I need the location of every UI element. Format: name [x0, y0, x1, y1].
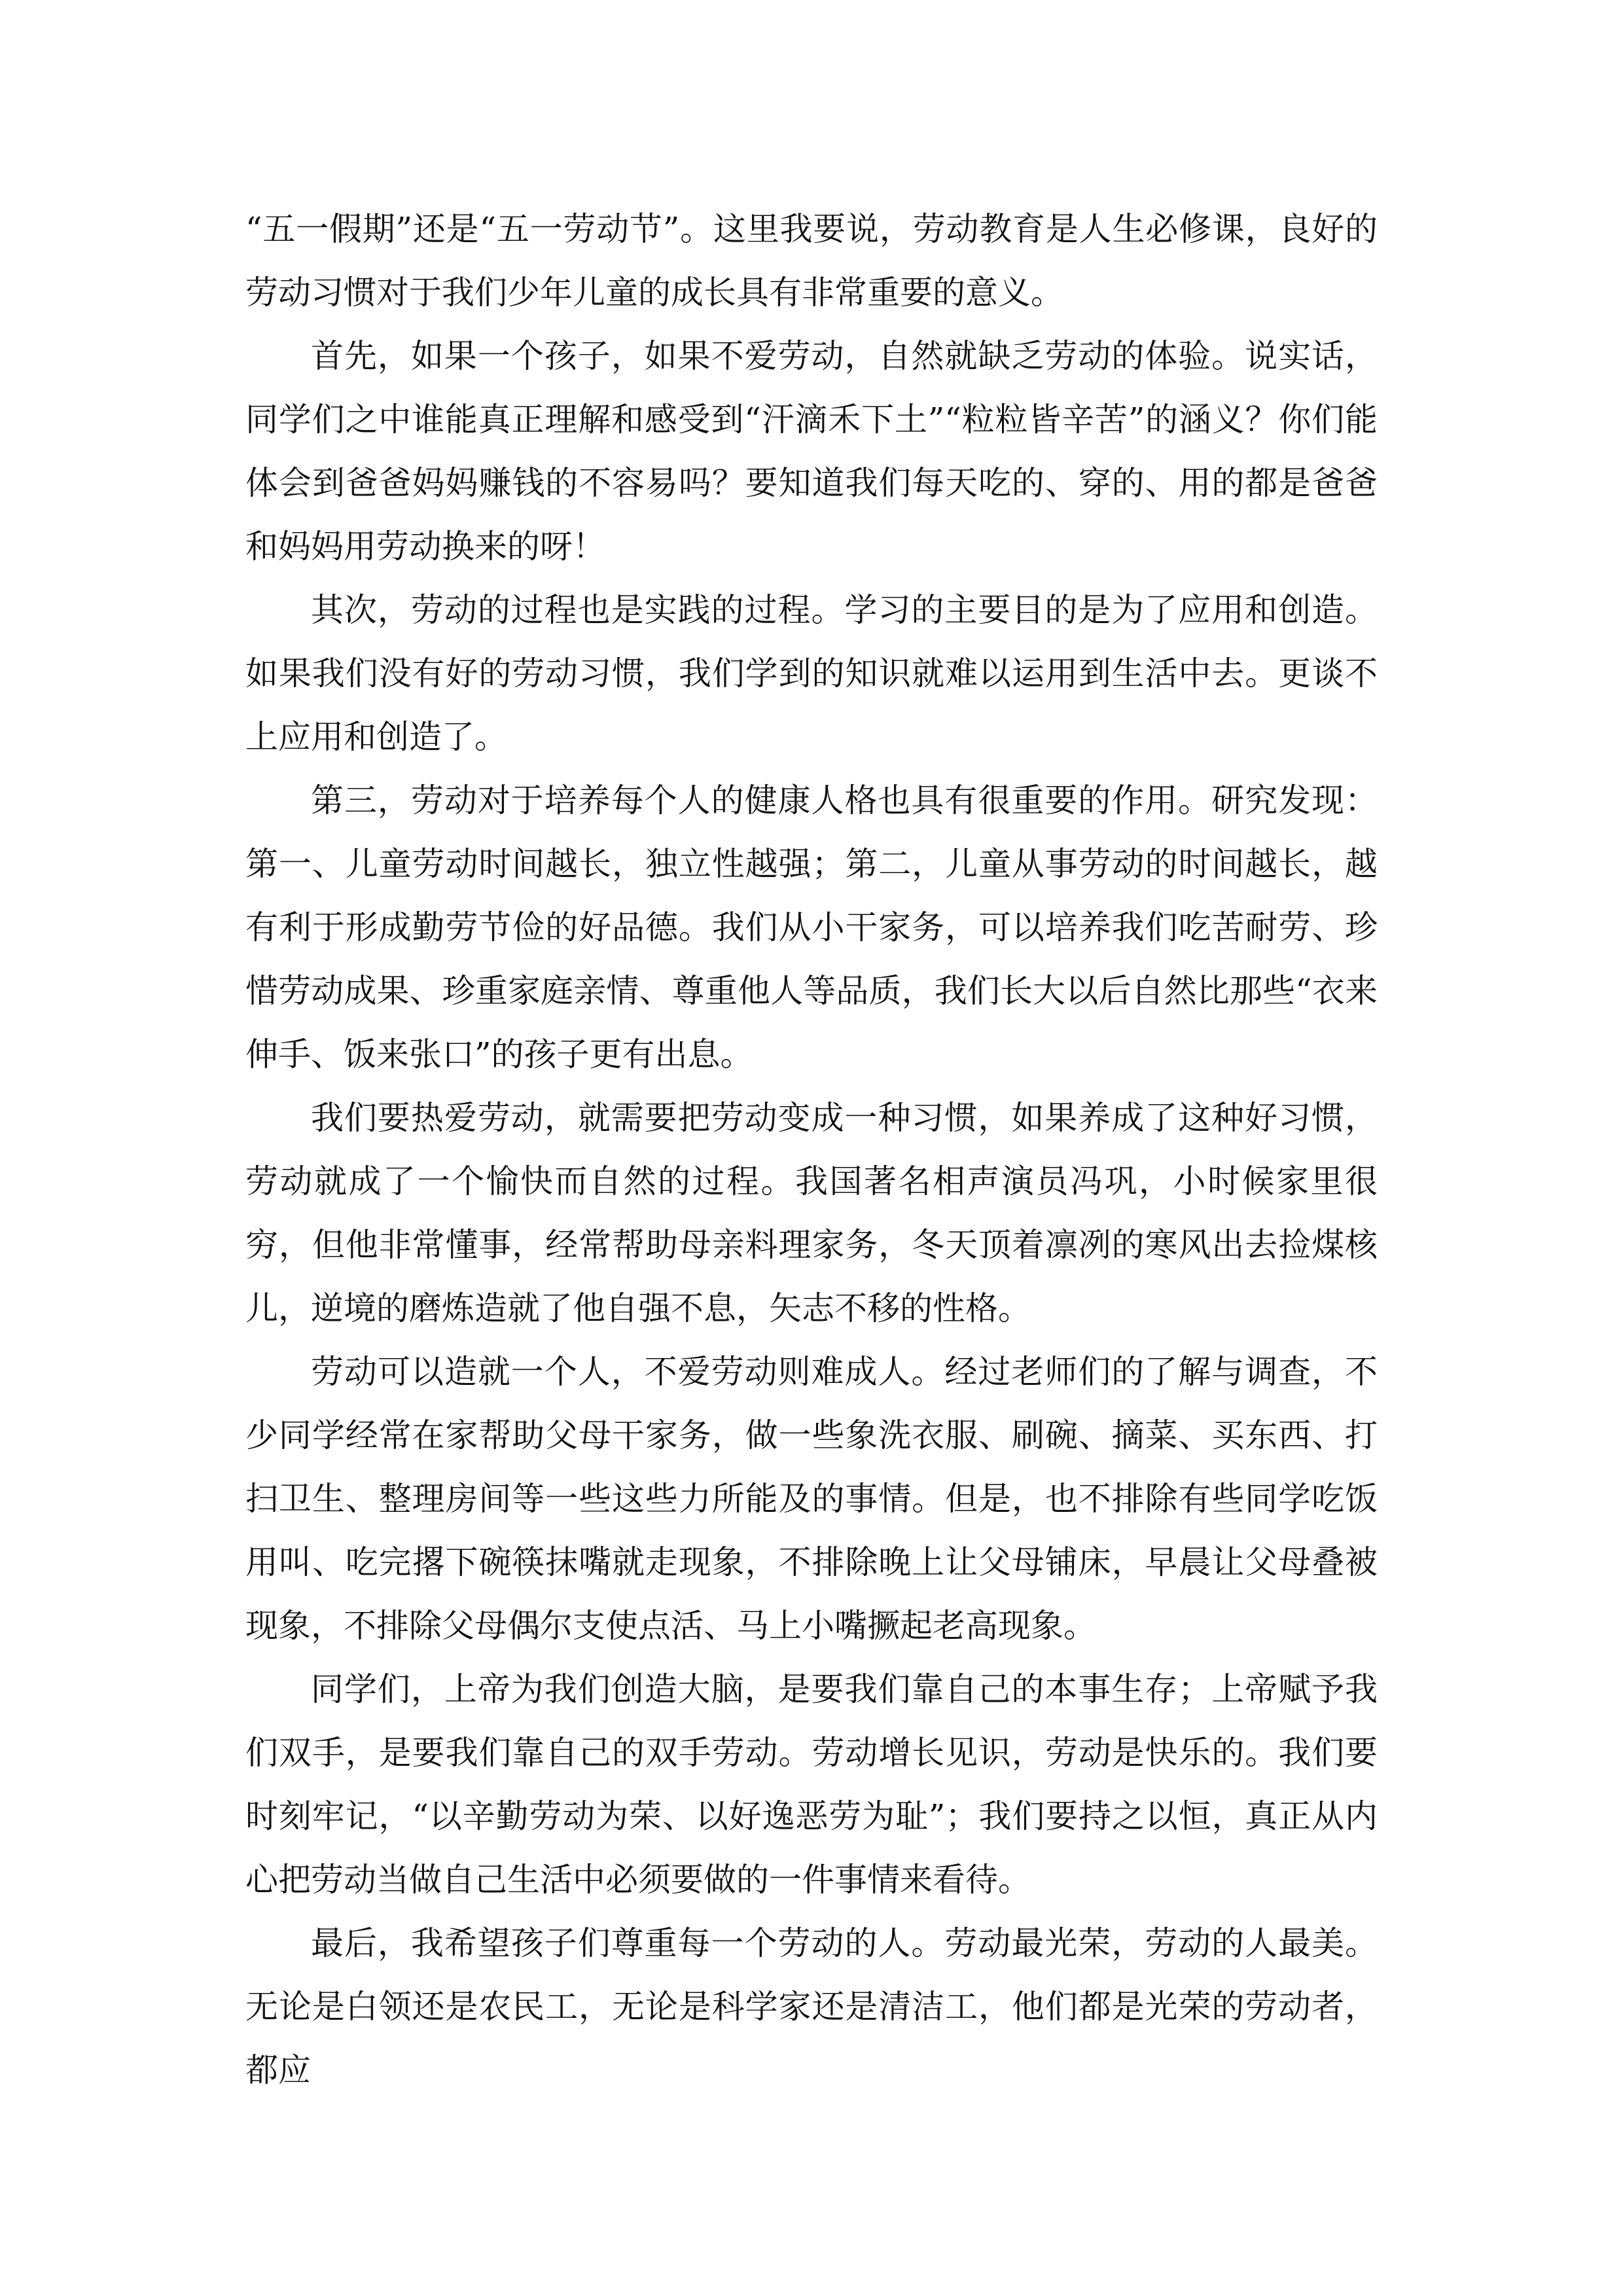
- paragraph-investigation: 劳动可以造就一个人，不爱劳动则难成人。经过老师们的了解与调查，不少同学经常在家帮助父母干家务，做一些象洗衣服、刷碗、摘菜、买东西、打扫卫生、整理房间等一些这些力所能及的事情。但是，也不排除有些同学吃饭用叫、吃完撂下碗筷抹嘴就走现象，不排除晚上让父母铺床，早晨让父母叠被现象，不排除父母偶尔支使点活、马上小嘴撅起老高现象。: [245, 1353, 1378, 1645]
- paragraph-second: 其次，劳动的过程也是实践的过程。学习的主要目的是为了应用和创造。如果我们没有好的劳动习惯，我们学到的知识就难以运用到生活中去。更谈不上应用和创造了。: [245, 591, 1378, 756]
- paragraph-continuation: “五一假期”还是“五一劳动节”。这里我要说，劳动教育是人生必修课，良好的劳动习惯对于我们少年儿童的成长具有非常重要的意义。: [245, 210, 1378, 312]
- paragraph-habit: 我们要热爱劳动，就需要把劳动变成一种习惯，如果养成了这种好习惯，劳动就成了一个愉快而自然的过程。我国著名相声演员冯巩，小时候家里很穷，但他非常懂事，经常帮助母亲料理家务，冬天顶着凛冽的寒风出去捡煤核儿，逆境的磨炼造就了他自强不息，矢志不移的性格。: [245, 1099, 1378, 1327]
- paragraph-first: 首先，如果一个孩子，如果不爱劳动，自然就缺乏劳动的体验。说实话，同学们之中谁能真正理解和感受到“汗滴禾下土”“粒粒皆辛苦”的涵义？你们能体会到爸爸妈妈赚钱的不容易吗？要知道我们每天吃的、穿的、用的都是爸爸和妈妈用劳动换来的呀！: [245, 337, 1378, 565]
- paragraph-third: 第三，劳动对于培养每个人的健康人格也具有很重要的作用。研究发现：第一、儿童劳动时间越长，独立性越强；第二，儿童从事劳动的时间越长，越有利于形成勤劳节俭的好品德。我们从小干家务，可以培养我们吃苦耐劳、珍惜劳动成果、珍重家庭亲情、尊重他人等品质，我们长大以后自然比那些“衣来伸手、饭来张口”的孩子更有出息。: [245, 781, 1378, 1073]
- paragraph-students: 同学们，上帝为我们创造大脑，是要我们靠自己的本事生存；上帝赋予我们双手，是要我们靠自己的双手劳动。劳动增长见识，劳动是快乐的。我们要时刻牢记，“以辛勤劳动为荣、以好逸恶劳为耻”；我们要持之以恒，真正从内心把劳动当做自己生活中必须要做的一件事情来看待。: [245, 1670, 1378, 1899]
- paragraph-final: 最后，我希望孩子们尊重每一个劳动的人。劳动最光荣，劳动的人最美。无论是白领还是农民工，无论是科学家还是清洁工，他们都是光荣的劳动者，都应: [245, 1924, 1378, 2089]
- document-body: [245, 198, 1378, 2102]
